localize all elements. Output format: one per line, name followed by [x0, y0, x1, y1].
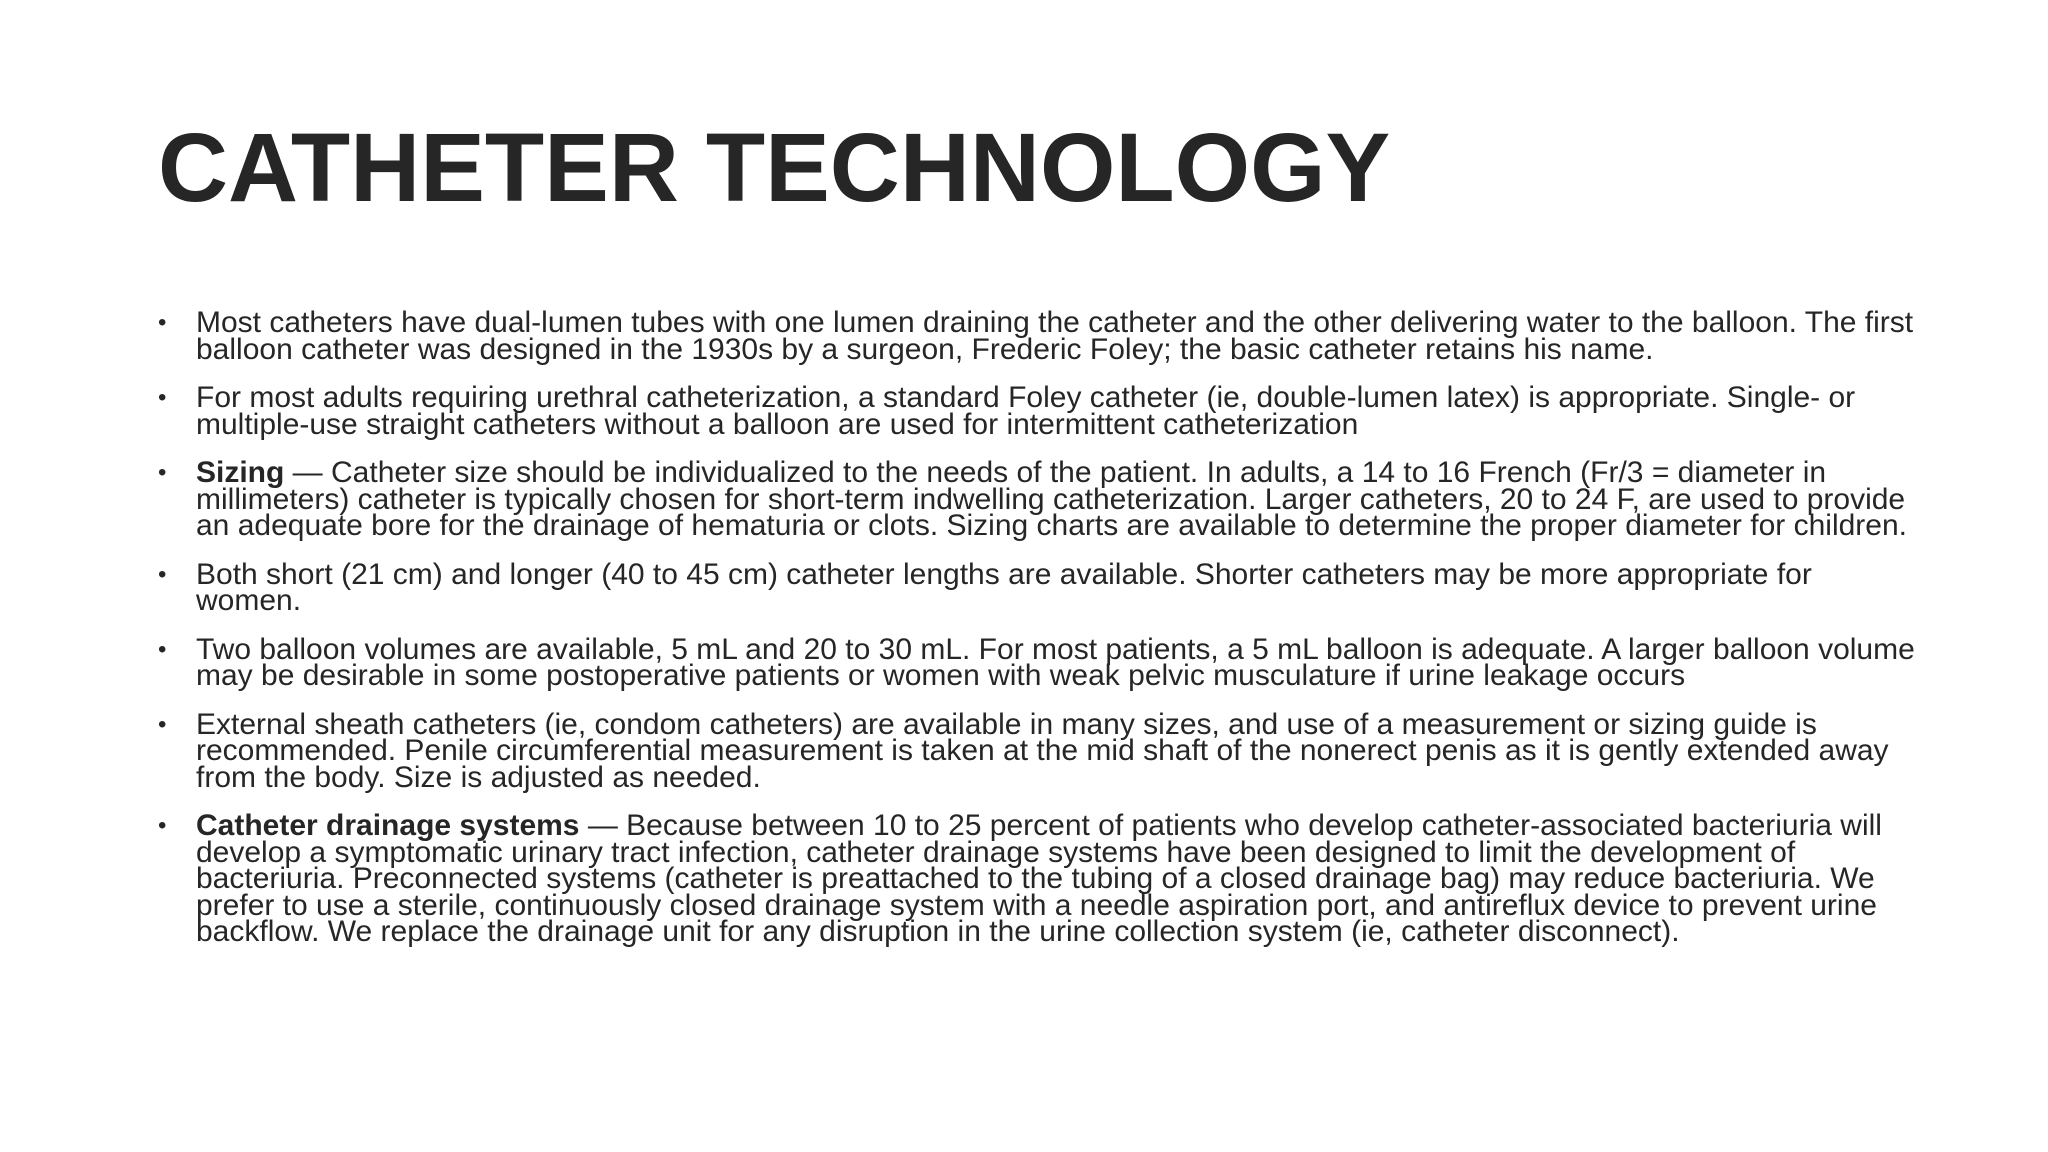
bullet-icon: • [158, 459, 167, 486]
bullet-icon: • [158, 812, 167, 839]
bullet-item [158, 707, 1918, 794]
bullet-item [158, 456, 1918, 542]
bullet-text: Both short (21 cm) and longer (40 to 45 cm) catheter lengths are available. Shorter catheters may be more appropriate for women. [196, 557, 1812, 617]
bullet-icon: • [158, 384, 167, 411]
bullet-list [158, 306, 1918, 968]
bullet-item [158, 306, 1918, 366]
bullet-icon: • [158, 635, 167, 663]
bullet-text: External sheath catheters (ie, condom catheters) are available in many sizes, and use of a measurement or sizing guide is recommended. Penile circumferential measurement is taken at the mid shaft of the nonerect penis as it is gently extended away from the body. Size is adjusted as needed. [196, 707, 1889, 794]
bullet-item [158, 557, 1918, 617]
bullet-text: — Catheter size should be individualized to the needs of the patient. In adults, a 14 to 16 French (Fr/3 = diameter in millimeters) catheter is typically chosen for short-term indwelling catheterization. Larger catheters, 20 to 24 F, are used to provide an adequate bore for the drainage of hematuria or clots. Sizing charts are available to determine the proper diameter for children. [196, 456, 1907, 542]
bullet-lead: Catheter drainage systems [196, 809, 580, 842]
bullet-text: — Because between 10 to 25 percent of patients who develop catheter-associated bacteriuria will develop a symptomatic urinary tract infection, catheter drainage systems have been designed to limit the development of bacteriuria. Preconnected systems (catheter is preattached to the tubing of a closed drainage bag) may reduce bacteriuria. We prefer to use a sterile, continuously closed drainage system with a needle aspiration port, and antireflux device to prevent urine backflow. We replace the drainage unit for any disruption in the urine collection system (ie, catheter disconnect). [196, 809, 1882, 948]
bullet-item [158, 809, 1918, 948]
bullet-item [158, 381, 1918, 441]
bullet-icon: • [158, 560, 167, 588]
slide-title: CATHETER TECHNOLOGY [158, 113, 1391, 222]
bullet-icon: • [158, 710, 167, 738]
bullet-icon: • [158, 309, 167, 336]
bullet-lead: Sizing [196, 456, 285, 489]
bullet-text: Two balloon volumes are available, 5 mL and 20 to 30 mL. For most patients, a 5 mL balloon is adequate. A larger balloon volume may be desirable in some postoperative patients or women with weak pelvic musculature if urine leakage occurs [196, 632, 1915, 692]
bullet-text: Most catheters have dual-lumen tubes with one lumen draining the catheter and the other delivering water to the balloon. The first balloon catheter was designed in the 1930s by a surgeon, Frederic Foley; the basic catheter retains his name. [196, 306, 1914, 366]
bullet-item [158, 632, 1918, 692]
bullet-text: For most adults requiring urethral catheterization, a standard Foley catheter (ie, double-lumen latex) is appropriate. Single- or multiple-use straight catheters without a balloon are used for intermittent catheterization [196, 381, 1856, 441]
